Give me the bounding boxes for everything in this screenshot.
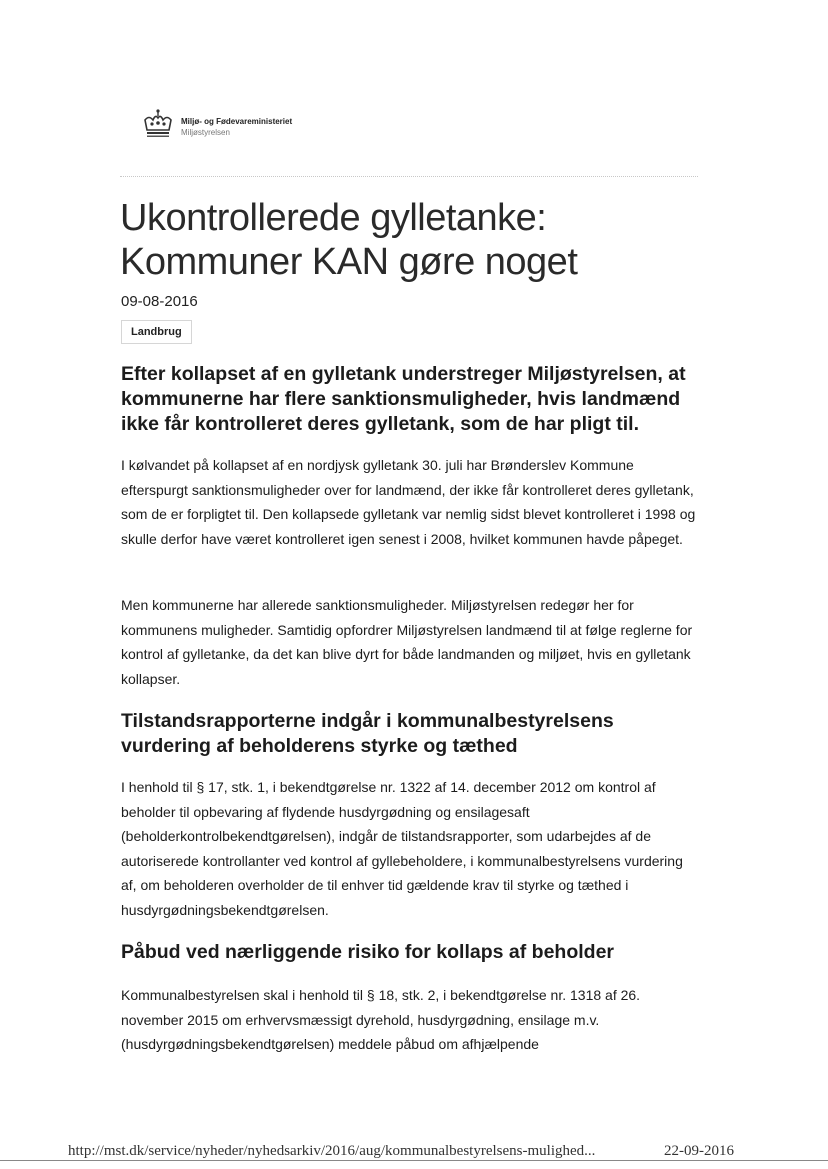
body-paragraph-3: I henhold til § 17, stk. 1, i bekendtgørelse nr. 1322 af 14. december 2012 om kontrol af beholder til opbevaring af flydende husdyrgødning og ensilagesaft (beholderkontrolbekendtgørelsen), indgår de tilstandsrapporter, som udarbejdes af de autoriserede kontrollanter ved kontrol af gyllebeholdere, i kommunalbestyrelsens vurdering af, om beholderen overholder de til enhver tid gældende krav til styrke og tæthed i husdyrgødningsbekendtgørelsen. [121,779,683,918]
ministry-name: Miljø- og Fødevareministeriet [181,116,293,126]
section-heading-1: Tilstandsrapporterne indgår i kommunalbestyrelsens vurdering af beholderens styrke og tæthed [121,710,614,757]
title-line-1: Ukontrollerede gylletanke: [120,197,547,239]
logo[interactable] [141,108,292,145]
agency-name: Miljøstyrelsen [181,127,230,137]
body-paragraph-2: Men kommunerne har allerede sanktionsmuligheder. Miljøstyrelsen redegør her for kommunens muligheder. Samtidig opfordrer Miljøstyrelsen landmænd til at følge reglerne for kontrol af gylletanke, da det kan blive dyrt for både landmanden og miljøet, hvis en gylletank kollapser. [121,597,693,687]
footer-rule [0,1160,828,1161]
body-paragraph-4: Kommunalbestyrelsen skal i henhold til § 18, stk. 2, i bekendtgørelse nr. 1318 af 26. november 2015 om erhvervsmæssigt dyrehold, husdyrgødning, ensilage m.v. (husdyrgødningsbekendtgørelsen) meddele påbud om afhjælpende [121,987,641,1052]
footer-date: 22-09-2016 [664,1143,734,1159]
title-line-2: Kommuner KAN gøre noget [120,241,578,283]
page-title [120,196,720,284]
lead-paragraph: Efter kollapset af en gylletank understreger Miljøstyrelsen, at kommunerne har flere sanktionsmuligheder, hvis landmænd ikke får kontrolleret deres gylletank, som de har pligt til. [121,363,686,435]
header-divider [120,176,698,177]
footer-url[interactable]: http://mst.dk/service/nyheder/nyhedsarkiv/2016/aug/kommunalbestyrelsens-mulighed... [68,1143,596,1159]
section-heading-2: Påbud ved nærliggende risiko for kollaps af beholder [121,941,615,963]
publish-date: 09-08-2016 [121,293,198,310]
body-paragraph-1: I kølvandet på kollapset af en nordjysk gylletank 30. juli har Brønderslev Kommune efterspurgt sanktionsmuligheder over for landmænd, der ikke får kontrolleret deres gylletank, som de er forpligtet til. Den kollapsede gylletank var nemlig sidst blevet kontrolleret i 1998 og skulle derfor have været kontrolleret igen senest i 2008, hvilket kommunen havde påpeget. [121,457,696,547]
crown-icon [141,108,175,145]
category-tag[interactable]: Landbrug [121,320,192,344]
